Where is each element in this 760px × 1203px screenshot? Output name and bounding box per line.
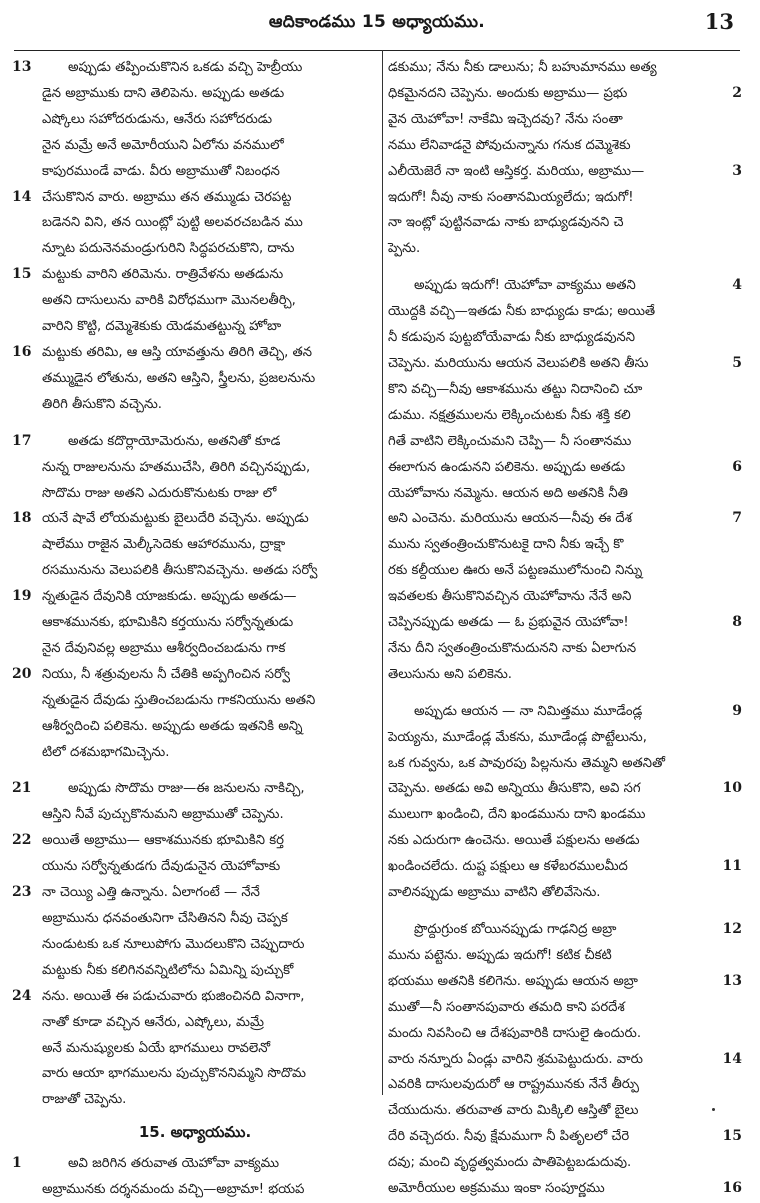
text-line bbox=[388, 943, 744, 969]
text-line bbox=[388, 584, 744, 610]
line-text: నైన దేవునివల్ల అబ్రాము ఆశీర్వదించబడును గాక bbox=[42, 640, 286, 656]
line-text: డుము. నక్షత్రములను లెక్కించుటకు నీకు శక్తి కలి bbox=[388, 407, 631, 423]
text-line bbox=[12, 854, 378, 880]
line-text: ఈలాగున ఉండునని పలికెను. అప్పుడు అతడు bbox=[388, 459, 626, 475]
text-line bbox=[12, 802, 378, 828]
line-text: ఆకాశమునకు, భూమికిని కర్తయును సర్వోన్నతుడు bbox=[42, 615, 294, 631]
verse-number: 23 bbox=[12, 884, 32, 901]
line-text: ఆస్తిని నీవే పుచ్చుకొనుమని అబ్రాముతో చెప్పెను. bbox=[42, 807, 284, 823]
text-line bbox=[388, 725, 744, 751]
text-line bbox=[388, 403, 744, 429]
text-line bbox=[12, 210, 378, 236]
column-divider bbox=[382, 50, 383, 1095]
line-text: సొదొమ రాజు అతని ఎదురుకొనుటకు రాజు లో bbox=[42, 485, 277, 501]
line-text: అబ్రామునకు దర్శనమందు వచ్చి—అబ్రామా! భయప bbox=[42, 1182, 305, 1198]
line-text: నము లేనివాడనై పోవుచున్నాను గనుక దమ్మెశెకు bbox=[388, 137, 631, 153]
line-text: నాతో కూడా వచ్చిన ఆనేరు, ఎష్కోలు, మమ్రే bbox=[42, 1014, 264, 1030]
verse-number: 14 bbox=[12, 188, 32, 205]
text-line bbox=[12, 159, 378, 185]
verse-number: 15 bbox=[12, 266, 32, 283]
verse-number: 14 bbox=[722, 1050, 742, 1067]
scan-speck bbox=[712, 1108, 715, 1111]
text-line bbox=[388, 273, 744, 299]
text-line bbox=[388, 1021, 744, 1047]
text-line bbox=[388, 159, 744, 185]
line-text: మును పట్టెను. అప్పుడు ఇదుగో! కటిక చీకటి bbox=[388, 947, 612, 963]
verse-number: 7 bbox=[732, 510, 742, 527]
line-text: మట్టుకు వారిని తరిమెను. రాత్రివేళను అతడును bbox=[42, 267, 284, 283]
text-line bbox=[12, 340, 378, 366]
verse-number: 17 bbox=[12, 432, 32, 449]
text-line bbox=[388, 325, 744, 351]
right-column bbox=[388, 55, 744, 1197]
paragraph-gap bbox=[388, 906, 744, 917]
line-text: కొని వచ్చి—నీవు ఆకాశమును తట్టు నిదానించి చూ bbox=[388, 381, 643, 397]
text-line bbox=[12, 481, 378, 507]
line-text: రసమునును వెలుపలికి తీసుకొనివచ్చెను. అతడు సర్వో bbox=[42, 563, 318, 579]
line-text: ఆశీర్వదించి పలికెను. అప్పుడు అతడు ఇతనికి అన్ని bbox=[42, 718, 303, 734]
line-text: అని ఎంచెను. మరియును ఆయన—నీవు ఈ దేశ bbox=[388, 511, 632, 527]
line-text: మందు నివసించి ఆ దేశపువారికి దాసులై ఉందురు. bbox=[388, 1025, 642, 1041]
text-line bbox=[12, 366, 378, 392]
line-text: చెప్పెను. మరియును ఆయన వెలుపలికి అతని తీసు bbox=[388, 355, 649, 371]
text-line bbox=[12, 107, 378, 133]
line-text: టిలో దశమభాగమిచ్చెను. bbox=[42, 744, 170, 760]
text-line bbox=[12, 740, 378, 766]
line-text: యును సర్వోన్నతుడగు దేవుడునైన యెహోవాకు bbox=[42, 859, 281, 875]
left-after-heading bbox=[12, 1151, 378, 1203]
text-line bbox=[12, 133, 378, 159]
line-text: అప్పుడు ఆయన — నా నిమిత్తము మూడేండ్ల bbox=[414, 703, 643, 719]
line-text: రాజుతో చెప్పెను. bbox=[42, 1092, 127, 1108]
line-text: వారిని కొట్టి, దమ్మెశెకుకు యెడమతట్టున్న హోబా bbox=[42, 319, 282, 335]
text-line bbox=[12, 906, 378, 932]
text-line bbox=[388, 751, 744, 777]
text-line bbox=[12, 506, 378, 532]
verse-number: 10 bbox=[722, 780, 742, 797]
line-text: నీ కడుపున పుట్టబోయేవాడు నీకు బాధ్యుడవునని bbox=[388, 330, 636, 346]
line-text: డకుము; నేను నీకు డాలును; నీ బహుమానము అత్య bbox=[388, 60, 657, 75]
verse-number: 15 bbox=[722, 1128, 742, 1145]
line-text: గితే వాటిని లెక్కించుమని చెప్పి— నీ సంతానము bbox=[388, 433, 632, 449]
line-text: దేరి వచ్చెదరు. నీవు క్షేమముగా నీ పితృలలో చేరె bbox=[388, 1129, 630, 1145]
verse-number: 9 bbox=[732, 702, 742, 719]
text-line bbox=[388, 558, 744, 584]
verse-number: 19 bbox=[12, 588, 32, 605]
text-line bbox=[388, 299, 744, 325]
text-line bbox=[388, 610, 744, 636]
text-line bbox=[12, 81, 378, 107]
line-text: నా ఇంట్లో పుట్టినవాడు నాకు బాధ్యుడవునని చె bbox=[388, 215, 624, 231]
text-line bbox=[12, 392, 378, 418]
text-line bbox=[388, 55, 744, 81]
verse-number: 16 bbox=[722, 1180, 742, 1197]
line-text: ఎవరికి దాసులవుదురో ఆ రాష్ట్రమునకు నేనే తీర్పు bbox=[388, 1077, 639, 1093]
text-line bbox=[12, 532, 378, 558]
line-text: చేయుదును. తరువాత వారు మిక్కిలి ఆస్తితో బైలు bbox=[388, 1103, 639, 1119]
text-line bbox=[12, 1087, 378, 1113]
line-text: యొద్దకి వచ్చి—ఇతడు నీకు బాధ్యుడు కాడు; అయితే bbox=[388, 304, 656, 320]
running-title: ఆదికాండము 15 అధ్యాయము. bbox=[268, 12, 486, 32]
text-line bbox=[388, 828, 744, 854]
text-line bbox=[388, 776, 744, 802]
verse-number: 11 bbox=[722, 858, 742, 875]
text-line bbox=[388, 636, 744, 662]
text-line bbox=[12, 828, 378, 854]
text-line bbox=[388, 995, 744, 1021]
line-text: ముతో—నీ సంతానపువారు తమది కాని పరదేశ bbox=[388, 999, 625, 1015]
verse-number: 12 bbox=[722, 921, 742, 937]
line-text: తెలుసును అని పలికెను. bbox=[388, 666, 512, 682]
verse-number: 22 bbox=[12, 832, 32, 849]
text-line bbox=[12, 636, 378, 662]
text-line bbox=[12, 880, 378, 906]
paragraph-gap bbox=[388, 262, 744, 273]
text-line bbox=[12, 776, 378, 802]
line-text: చేసుకొనిన వారు. అబ్రాము తన తమ్ముడు చెరపట్ట bbox=[42, 189, 292, 205]
text-line bbox=[388, 699, 744, 725]
text-line bbox=[388, 532, 744, 558]
line-text: ఇదుగో! నీవు నాకు సంతానమియ్యలేదు; ఇదుగో! bbox=[388, 189, 634, 205]
line-text: వాలినప్పుడు అబ్రాము వాటిని తోలివేసెను. bbox=[388, 885, 601, 901]
line-text: అయితే అబ్రాము— ఆకాశమునకు భూమికిని కర్త bbox=[42, 833, 284, 849]
verse-number: 16 bbox=[12, 343, 32, 360]
page-header bbox=[14, 0, 740, 51]
text-line bbox=[12, 429, 378, 455]
text-line bbox=[12, 958, 378, 984]
text-line bbox=[388, 1072, 744, 1098]
text-line bbox=[388, 662, 744, 688]
line-text: యనే షావే లోయమట్టుకు బైలుదేరి వచ్చెను. అప్పుడు bbox=[42, 511, 309, 527]
line-text: తిరిగి తీసుకొని వచ్చెను. bbox=[42, 396, 162, 412]
line-text: బడెనని విని, తన యింట్లో పుట్టి అలవరచబడిన ము bbox=[42, 215, 303, 231]
text-line bbox=[12, 455, 378, 481]
line-text: నా చెయ్యి ఎత్తి ఉన్నాను. ఏలాగంటే — నేనే bbox=[42, 885, 260, 901]
verse-number: 8 bbox=[732, 614, 742, 631]
line-text: నైన మమ్రే అనే అమోరీయుని ఏలోను వనములో bbox=[42, 137, 284, 153]
page-number: 13 bbox=[704, 9, 734, 34]
line-text: ఎష్కోలు సహోదరుడును, ఆనేరు సహోదరుడు bbox=[42, 111, 273, 127]
line-text: ఒక గువ్వను, ఒక పావురపు పిల్లనును తెమ్మని అతనితో bbox=[388, 755, 665, 771]
paragraph-gap bbox=[388, 688, 744, 699]
text-line bbox=[12, 1151, 378, 1177]
left-column bbox=[12, 55, 378, 1198]
line-text: న్నతుడైన దేవుడు స్తుతించబడును గాకనియును అతని bbox=[42, 692, 316, 708]
left-lines bbox=[12, 55, 378, 1113]
text-line bbox=[12, 262, 378, 288]
text-line bbox=[12, 288, 378, 314]
verse-number: 21 bbox=[12, 780, 32, 797]
line-text: అప్పుడు సొదొమ రాజు—ఈ జనులను నాకిచ్చి, bbox=[68, 781, 305, 797]
text-line bbox=[388, 185, 744, 211]
text-line bbox=[12, 185, 378, 211]
line-text: అతని దాసులును వారికి విరోధముగా మొనలతీర్చి, bbox=[42, 293, 296, 309]
line-text: తమ్ముడైన లోతును, అతని ఆస్తిని, స్త్రీలను, ప్రజలనును bbox=[42, 370, 316, 386]
line-text: ప్రొద్దుగ్రుంక బోయినప్పుడు గాఢనిద్ర అబ్రా bbox=[414, 922, 617, 937]
line-text: అప్పుడు తప్పించుకొనిన ఒకడు వచ్చి హెబ్రీయు bbox=[68, 60, 303, 75]
text-line bbox=[12, 984, 378, 1010]
text-line bbox=[12, 314, 378, 340]
verse-number: 2 bbox=[732, 84, 742, 101]
text-line bbox=[388, 1047, 744, 1073]
line-text: దవు; మంచి వృద్ధత్వమందు పాతిపెట్టబడుదువు. bbox=[388, 1155, 632, 1171]
line-text: అబ్రామును ధనవంతునిగా చేసితినని నీవు చెప్పక bbox=[42, 911, 288, 926]
text-line bbox=[388, 1176, 744, 1202]
text-line bbox=[388, 210, 744, 236]
line-text: చెప్పెను. అతడు అవి అన్నియు తీసుకొని, అవి సగ bbox=[388, 781, 641, 797]
line-text: వైన యెహోవా! నాకేమి ఇచ్చెదవు? నేను సంతా bbox=[388, 111, 623, 127]
text-line bbox=[12, 688, 378, 714]
line-text: న్నతుడైన దేవునికి యాజకుడు. అప్పుడు అతడు— bbox=[42, 589, 297, 605]
verse-number: 13 bbox=[722, 972, 742, 989]
line-text: మట్టుకు నీకు కలిగినవన్నిటిలోను ఏమిన్ని పుచ్చుకో bbox=[42, 962, 294, 978]
text-line bbox=[12, 55, 378, 81]
line-text: వారు ఆయా భాగములను పుచ్చుకొననిమ్మని సొదొమ bbox=[42, 1066, 306, 1082]
line-text: న్నూట పదునెనమండ్రుగురిని సిద్ధపరచుకొని, దాను bbox=[42, 241, 295, 257]
line-text: ప్పెను. bbox=[388, 241, 421, 257]
line-text: ధికమైనదని చెప్పెను. అందుకు అబ్రాము— ప్రభు bbox=[388, 85, 628, 101]
text-line bbox=[12, 558, 378, 584]
verse-number: 18 bbox=[12, 510, 32, 527]
line-text: యెహోవాను నమ్మెను. ఆయన అది అతనికి నీతి bbox=[388, 485, 628, 501]
text-line bbox=[12, 610, 378, 636]
text-line bbox=[12, 584, 378, 610]
paragraph-gap bbox=[12, 765, 378, 776]
text-line bbox=[388, 81, 744, 107]
verse-number: 4 bbox=[732, 277, 742, 294]
verse-number: 24 bbox=[12, 987, 32, 1004]
text-line bbox=[388, 107, 744, 133]
line-text: మును స్వతంత్రించుకొనుటకై దాని నీకు ఇచ్చే కొ bbox=[388, 537, 624, 553]
line-text: నకు ఎదురుగా ఉంచెను. అయితే పక్షులను అతడు bbox=[388, 833, 640, 849]
line-text: రకు కల్దీయుల ఊరు అనే పట్టణములోనుంచి నిన్ను bbox=[388, 563, 643, 579]
line-text: నేను దీని స్వతంత్రించుకొనుదునని నాకు ఏలాగున bbox=[388, 640, 637, 656]
line-text: అతడు కదొర్లాయోమెరును, అతనితో కూడ bbox=[68, 433, 281, 449]
line-text: అమోరీయుల అక్రమము ఇంకా సంపూర్ణము bbox=[388, 1181, 605, 1197]
chapter-heading: 15. అధ్యాయము. bbox=[138, 1123, 252, 1142]
line-text: పెయ్యను, మూడేండ్ల మేకను, మూడేండ్ల పొట్టేలును, bbox=[388, 729, 647, 745]
text-line bbox=[388, 506, 744, 532]
verse-number: 13 bbox=[12, 59, 32, 75]
line-text: చెప్పినప్పుడు అతడు — ఓ ప్రభువైన యెహోవా! bbox=[388, 615, 629, 631]
text-line bbox=[388, 1124, 744, 1150]
text-line bbox=[388, 455, 744, 481]
text-line bbox=[388, 377, 744, 403]
text-line bbox=[12, 714, 378, 740]
line-text: భయము అతనికి కలిగెను. అప్పుడు ఆయన అబ్రా bbox=[388, 973, 638, 989]
line-text: షాలేము రాజైన మెల్కీసెదెకు ఆహారమును, ద్రాక్షా bbox=[42, 537, 286, 553]
text-line bbox=[12, 662, 378, 688]
text-line bbox=[12, 932, 378, 958]
text-line bbox=[388, 481, 744, 507]
line-text: ములుగా ఖండించి, దేని ఖండమును దాని ఖండము bbox=[388, 807, 646, 823]
text-line bbox=[12, 1036, 378, 1062]
text-line bbox=[12, 1010, 378, 1036]
paragraph-gap bbox=[12, 418, 378, 429]
text-line bbox=[12, 236, 378, 262]
text-line bbox=[388, 969, 744, 995]
text-line bbox=[388, 1150, 744, 1176]
line-text: నున్న రాజులనును హతముచేసి, తిరిగి వచ్చినప్పుడు, bbox=[42, 459, 311, 475]
verse-number: 1 bbox=[12, 1155, 22, 1172]
text-line bbox=[12, 1177, 378, 1203]
text-line bbox=[12, 1061, 378, 1087]
line-text: ఎలీయెజెరే నా ఇంటి ఆస్తికర్త. మరియు, అబ్రాము— bbox=[388, 163, 645, 179]
line-text: అనే మనుష్యులకు ఏయే భాగములు రావలెనో bbox=[42, 1040, 271, 1056]
text-line bbox=[388, 351, 744, 377]
line-text: ఖండించలేదు. దుష్ట పక్షులు ఆ కళేబరములమీద bbox=[388, 859, 628, 875]
verse-number: 3 bbox=[732, 162, 742, 179]
right-lines bbox=[388, 55, 744, 1202]
line-text: వారు నన్నూరు ఏండ్లు వారిని శ్రమపెట్టుదురు. వారు bbox=[388, 1051, 643, 1067]
text-line bbox=[388, 429, 744, 455]
verse-number: 5 bbox=[732, 354, 742, 371]
verse-number: 20 bbox=[12, 665, 32, 682]
line-text: అవి జరిగిన తరువాత యెహోవా వాక్యము bbox=[68, 1156, 280, 1172]
text-line bbox=[388, 854, 744, 880]
line-text: డైన అబ్రాముకు దాని తెలిపెను. అప్పుడు అతడు bbox=[42, 85, 285, 101]
line-text: నుండుటకు ఒక నూలుపోగు మొదలుకొని చెప్పుదారు bbox=[42, 936, 305, 952]
line-text: ఇవతలకు తీసుకొనివచ్చిన యెహోవాను నేనే అని bbox=[388, 589, 632, 605]
text-line bbox=[388, 236, 744, 262]
line-text: అప్పుడు ఇదుగో! యెహోవా వాక్యము అతని bbox=[414, 278, 636, 294]
verse-number: 6 bbox=[732, 458, 742, 475]
text-line bbox=[388, 1098, 744, 1124]
text-line bbox=[388, 917, 744, 943]
line-text: నియు, నీ శత్రువులను నీ చేతికి అప్పగించిన సర్వో bbox=[42, 666, 291, 682]
line-text: కాపురముండే వాడు. వీరు అబ్రాముతో నిబంధన bbox=[42, 163, 280, 179]
text-line bbox=[388, 802, 744, 828]
text-line bbox=[388, 133, 744, 159]
text-line bbox=[388, 880, 744, 906]
line-text: నను. అయితే ఈ పడుచువారు భుజించినది వినాగా, bbox=[42, 988, 305, 1004]
line-text: మట్టుకు తరిమి, ఆ ఆస్తి యావత్తును తిరిగి తెచ్చి, తన bbox=[42, 344, 312, 360]
